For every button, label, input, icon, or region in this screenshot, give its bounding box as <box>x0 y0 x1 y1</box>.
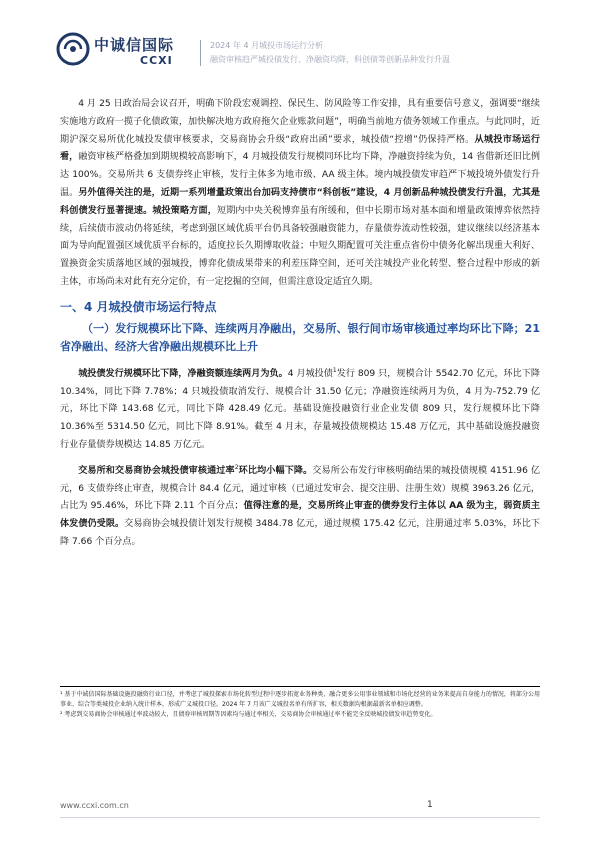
footnote-ref-1[interactable]: 1 <box>332 366 337 374</box>
footnote-2: ² 考虑到交易商协会审核通过率波动较大，且债券审核周期等因素均与通过率相关，交易商协会审核通过率不能完全反映城投债发审趋势变化。 <box>60 710 437 718</box>
report-title: 2024 年 4 月城投市场运行分析 <box>210 41 324 50</box>
review-paragraph <box>60 463 540 552</box>
footer-rule <box>60 817 540 818</box>
footnote-separator <box>60 686 540 687</box>
intro-paragraph <box>60 96 540 292</box>
subsection-heading: （一）发行规模环比下降、连续两月净融出，交易所、银行间市场审核通过率均环比下降；21 省净融出、经济大省净融出规模环比上升 <box>60 321 540 353</box>
intro-text-1: 4 月 25 日政治局会议召开，明确下阶段宏观调控、保民生、防风险等工作安排，具有重要信号意义，强调要“继续实施地方政府一揽子化债政策，加快解决地方政府拖欠企业账款问题”，明确当前地方债务领域工作重点。与此同时，近期沪深交易所优化城投发债审核要求，交易商协会升级“政府出函”要求，城投债“控增”仍保持严格。 <box>60 99 540 145</box>
page-header <box>0 0 595 80</box>
footer-url[interactable]: www.ccxi.com.cn <box>60 801 129 810</box>
section-heading: 一、4 月城投债市场运行特点 <box>60 299 217 314</box>
intro-text-2: 融资审核严格叠加到期规模较高影响下，4 月城投债发行规模同环比均下降，净融资持续为负，14 省借新还旧比例达 100%。交易所共 6 支债券终止审核，发行主体多为地市级、AA 级主体。境内城投债发审趋严下城投境外债发行升温。 <box>60 152 540 198</box>
review-lead-b: 环比均小幅下降。 <box>238 465 313 476</box>
logo-chinese-name: 中诚信国际 <box>94 36 175 54</box>
review-lead-a: 交易所和交易商协会城投债审核通过率 <box>78 465 235 476</box>
logo-english-name: CCXI <box>140 54 173 67</box>
report-subtitle: 融资审核趋严城投债发行、净融资均降，科创债等创新品种发行升温 <box>210 55 450 64</box>
ccxi-logo-icon <box>56 32 90 66</box>
ccxi-logo <box>56 32 186 72</box>
footnotes <box>60 690 540 719</box>
intro-bold-1: 从城投市场运行看， <box>60 134 540 163</box>
header-divider <box>200 40 201 66</box>
main-content <box>60 96 540 552</box>
review-text-b: 交易商协会城投债计划发行规模 3484.78 亿元，通过规模 175.42 亿元，注册通过率 5.03%，环比下降 7.66 个百分点。 <box>60 519 540 547</box>
intro-text-3: 短期内中央关税博弈虽有所缓和，但中长期市场对基本面和增量政策博弈依然持续，后续债市波动仍将延续，考虑到强区域优质平台仍具备较强融资能力，存量债券流动性较强，建议继续以经济基本面为导向配置强区域优质平台标的，适度拉长久期博取收益；中短久期配置可关注重点省份中债务化解出现重大利好、置换资金实质落地区域的强城投，博弈化债成果带来的利差压降空间，还可关注城投产业化转型、整合过程中形成的新主体，市场尚未对此有充分定价，有一定挖掘的空间，但需注意设定适宜久期。 <box>60 205 540 287</box>
footnote-ref-2[interactable]: 2 <box>234 463 239 471</box>
issuance-text-b: 发行 809 只，规模合计 5542.70 亿元，环比下降 10.34%，同比下降 7.78%；4 只城投债取消发行、规模合计 31.50 亿元；净融资连续两月为负，4 月为-752.79 亿元，环比下降 143.68 亿元，同比下降 428.49 亿元。基础设施投融资行业企业发债 809 只，发行规模环比下降 10.36%至 5314.50 亿元，同比下降 8.91%。截至 4 月末，存量城投债规模达 15.48 万亿元，其中基础设施投融资行业存量债券规模达 14.85 万亿元。 <box>60 368 540 450</box>
issuance-lead: 城投债发行规模环比下降，净融资额连续两月为负。 <box>78 368 288 379</box>
review-highlight: 值得注意的是，交易所终止审查的债券发行主体以 AA 级为主，弱资质主体发债仍受限。 <box>60 501 540 530</box>
review-text-a: 交易所公布发行审核明确结果的城投债规模 4151.96 亿元，6 支债券终止审查，规模合计 84.4 亿元，通过审核（已通过发审会、提交注册、注册生效）规模 3963.26 亿元，占比为 95.46%，环比下降 2.11 个百分点； <box>60 465 540 512</box>
intro-bold-2: 另外值得关注的是，近期一系列增量政策出台加码支持债市“科创板”建设，4 月创新品种城投债发行升温，尤其是科创债发行显著提速。城投策略方面， <box>60 187 540 216</box>
issuance-text-a: 4 月城投债 <box>287 368 333 379</box>
page-number: 1 <box>427 800 433 810</box>
footnote-1: ¹ 基于中诚信国际基础设施投融资行业口径，并考虑了城投探索市场化转型过程中逐步拓宽业务种类、融合更多公用事业领域和市场化经营的业务来提高自身能力的情况，将部分公用事业、综合等类城投企业纳入统计样本，形成广义城投口径。2024 年 7 月该广义城投名单有所扩容，相关数据均根据最新名单相应调整。 <box>60 691 540 708</box>
issuance-paragraph <box>60 366 540 455</box>
